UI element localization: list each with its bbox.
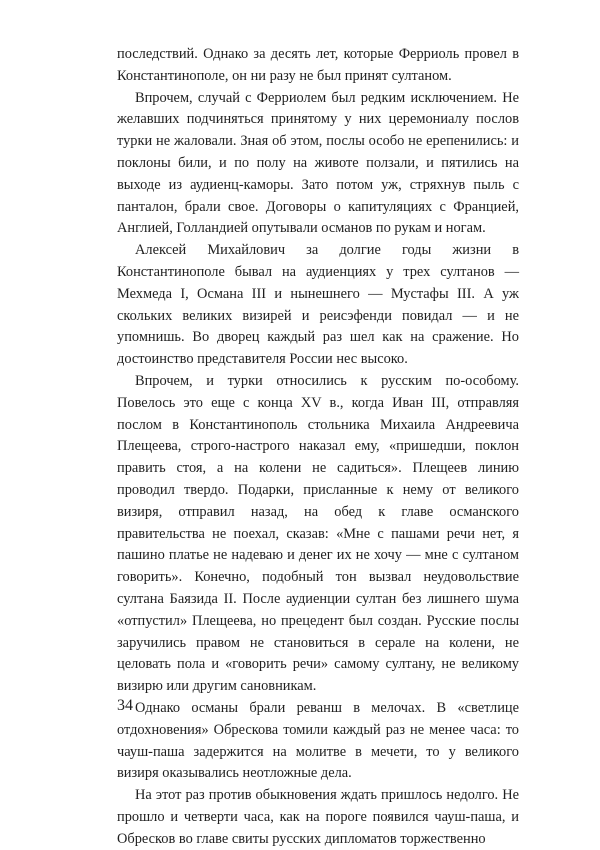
paragraph: Однако османы брали реванш в мелочах. В «светлице отдохновения» Обрескова томили каждый раз не менее часа: то чауш-паша задержится на молитве в мечети, то у великого визиря оказывались неотложные дела.	[117, 699, 519, 782]
body-text	[117, 44, 519, 850]
page-number: 34	[117, 697, 133, 714]
paragraph: Впрочем, случай с Ферриолем был редким исключением. Не желавших подчиняться принятому у них церемониалу послов турки не жаловали. Зная об этом, послы особо не ерепенились: и поклоны били, и по полу на животе ползали, и пятились на выходе из аудиенц-каморы. Зато потом уж, стряхнув пыль с панталон, брали свое. Договоры о капитуляциях с Францией, Англией, Голландией опутывали османов по рукам и ногам.	[117, 89, 519, 237]
paragraph: Впрочем, и турки относились к русским по-особому. Повелось это еще с конца XV в., когда Иван III, отправляя послом в Константинополь стольника Михаила Андреевича Плещеева, строго-настрого наказал ему, «пришедши, поклон править стоя, а на колени не садиться». Плещеев линию проводил твердо. Подарки, присланные к нему от великого визиря, отправил назад, на обед к главе османского правительства не поехал, сказав: «Мне с пашами речи нет, я пашино платье не надеваю и денег их не хочу — мне с султаном говорить». Конечно, подобный тон вызвал неудовольствие султана Баязида II. После аудиенции султан без лишнего шума «отпустил» Плещеева, но прецедент был создан. Русские послы заручились правом не становиться в серале на колени, не целовать пола и «говорить речи» самому султану, не великому визирю или другим сановникам.	[117, 372, 519, 695]
paragraph: На этот раз против обыкновения ждать пришлось недолго. Не прошло и четверти часа, как на пороге появился чауш-паша, и Обресков во главе свиты русских дипломатов торжественно	[117, 787, 519, 847]
paragraph: Алексей Михайлович за долгие годы жизни в Константинополе бывал на аудиенциях у трех султанов — Мехмеда I, Османа III и нынешнего — Мустафы III. А уж скольких великих визирей и реисэфенди повидал — и не упомнишь. Во дворец каждый раз шел как на сражение. Но достоинство представителя России нес высоко.	[117, 242, 519, 368]
paragraph: последствий. Однако за десять лет, которые Ферриоль провел в Константинополе, он ни разу не был принят султаном.	[117, 46, 519, 84]
